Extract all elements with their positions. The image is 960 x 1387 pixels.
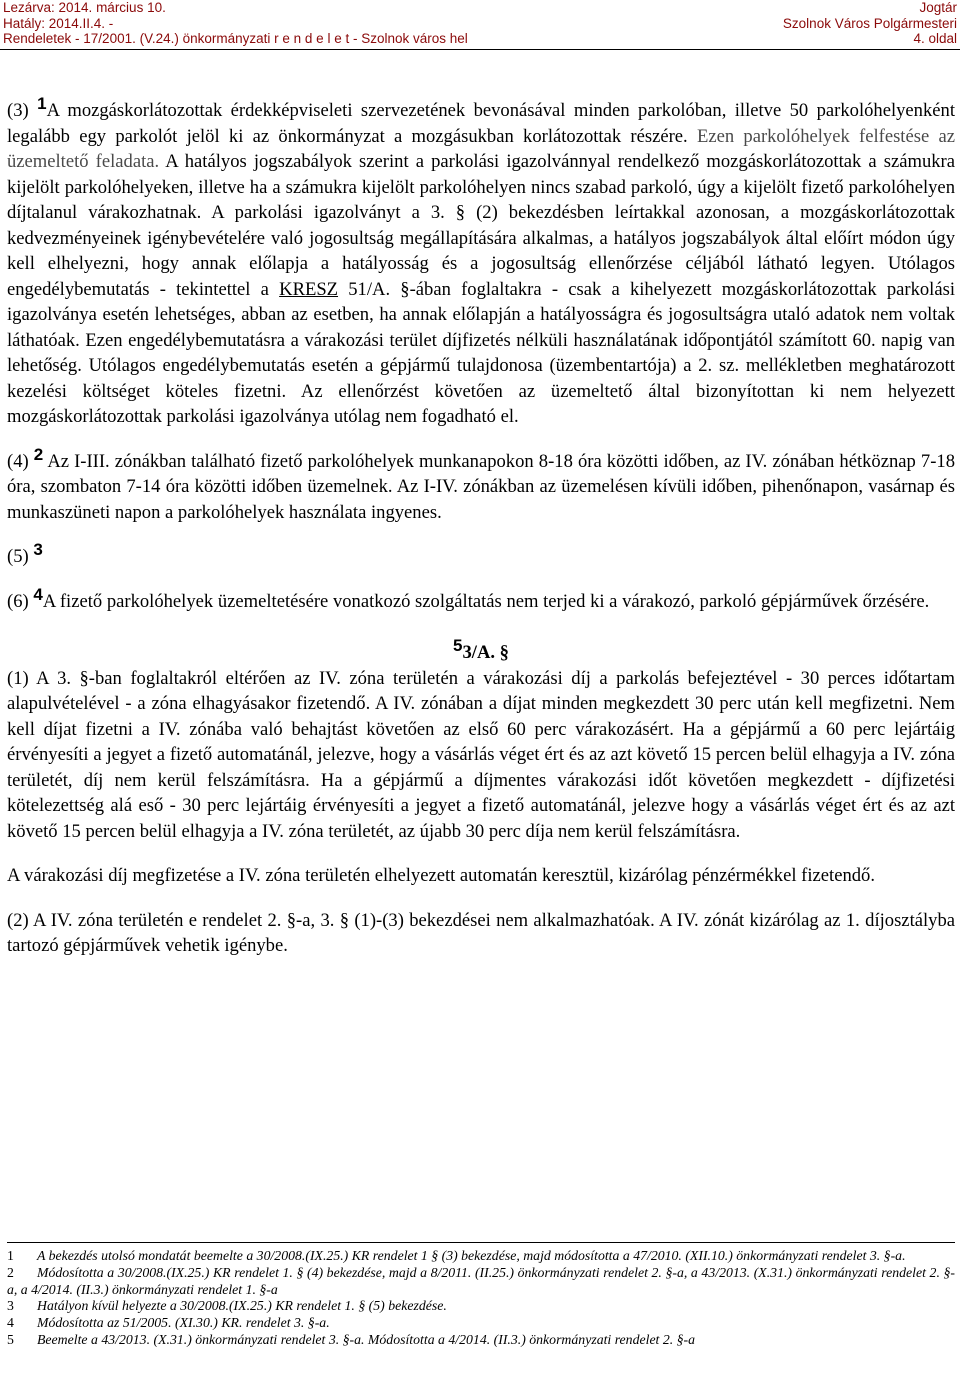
footnote-text: Beemelte a 43/2013. (X.31.) önkormányzati rendelet 3. §-a. Módosította a 4/2014. (II.3.) önkormányzati rendelet 2. §-a: [37, 1331, 696, 1347]
footnote-2: [7, 1265, 955, 1299]
footnote-text: Hatályon kívül helyezte a 30/2008.(IX.25.) KR rendelet 1. § (5) bekezdése.: [37, 1298, 447, 1314]
header-left: [3, 0, 468, 47]
section-paragraph-2: (2) A IV. zóna területén e rendelet 2. §-a, 3. § (1)-(3) bekezdései nem alkalmazhatóak. A IV. zónát kizárólag az 1. díjosztályba tartozó gépjárművek vehetik igénybe.: [7, 909, 955, 956]
paragraph-5: [7, 540, 955, 570]
header-closed-date: Lezárva: 2014. március 10.: [3, 0, 166, 15]
header-source: Jogtár: [919, 0, 957, 15]
section-paragraph-1: (1) A 3. §-ban foglaltakról eltérően az IV. zóna területén a várakozási díj a parkolás befejeztével - 30 perces időtartam alapulvételével - a zóna elhagyásakor fizetendő. A IV. zónában a díjat minden megkezdett 30 perc után kell megfizetni. Nem kell díjat fizetni a IV. zónába való behajtást követően az első 60 perc várakozásért. Ha a gépjármű a 60 perc lejártáig érvényesíti a jegyet a fizető automatánál, jelezve, hogy a vásárlás véget ért és az azt követő 15 percen belül elhagyja a IV. zóna területét, díj nem kerül felszámításra. Ha a gépjármű a díjmentes várakozási időt követően megkezdett - díjfizetési kötelezettség alá eső - 30 perc lejártáig érvényesíti a jegyet a fizető automatánál, jelezve hogy a vásárlás véget ért és az azt követő 15 percen belül elhagyja a IV. zóna területét, az újabb 30 perc díja nem kerül felszámításra.: [7, 667, 955, 842]
footnote-number: 2: [7, 1264, 14, 1280]
paragraph-4: [7, 444, 955, 526]
footnote-ref-5[interactable]: 5: [453, 636, 463, 655]
header-effective-date: Hatály: 2014.II.4. -: [3, 15, 114, 31]
footnote-divider: [7, 1242, 955, 1243]
footnote-1: [7, 1248, 955, 1265]
paragraph-text: A mozgáskorlátozottak érdekképviseleti szervezetének bevonásával minden parkolóban, illetve 50 parkolóhelyenként legalább egy parkolót jelöl ki az önkormányzat a mozgásukban korlátozottak részére.: [7, 100, 955, 147]
footnote-number: 5: [7, 1331, 14, 1347]
section-heading: [7, 636, 955, 666]
footnote-text: Módosította a 30/2008.(IX.25.) KR rendelet 1. § (4) bekezdése, majd a 8/2011. (II.25.) önkormányzati rendelet 2. §-a, a 43/2013. (X.31.) önkormányzati rendelet 2. §-a, a 4/2014. (II.3.) önkormányzati rendelet 1. §-a: [7, 1264, 955, 1297]
paragraph-number: (4): [7, 450, 29, 472]
section-title: 3/A. §: [462, 642, 509, 663]
header-issuer: Szolnok Város Polgármesteri: [782, 15, 957, 31]
footnote-ref-1[interactable]: 1: [37, 94, 47, 113]
footnote-number: 1: [7, 1248, 14, 1263]
paragraph-3: [7, 94, 956, 430]
paragraph-text: 51/A. §-ában foglaltakra - csak a kihelyezett mozgáskorlátozottak parkolási igazolványa esetén lehetséges, abban az esetben, ha annak előlapján a hatályosságra és jogosultságra utaló adatok nem voltak láthatóak. Ezen engedélybemutatásra a várakozási terület díjfizetés nélküli használatának időpontjától számított 60. napig van lehetőség. Utólagos engedélybemutatás esetén a gépjármű tulajdonosa (üzembentartója) a 2. sz. mellékletben meghatározott kezelési költséget köteles fizetni. Az ellenőrzést követően az üzemeltető által bizonyítottan ki nem helyezett mozgáskorlátozottak parkolási igazolványa utólag nem fogadható el.: [7, 278, 955, 427]
paragraph-text: Az I-III. zónákban található fizető parkolóhelyek munkanapokon 8-18 óra közötti időben, az IV. zónában hétköznap 7-18 óra, szombaton 7-14 óra közötti időben üzemelnek. Az I-IV. zónákban az üzemelésen kívüli időben, pihenőnapon, vasárnap és munkaszüneti napon a parkolóhelyek használata ingyenes.: [7, 450, 955, 523]
footnote-text: A bekezdés utolsó mondatát beemelte a 30/2008.(IX.25.) KR rendelet 1 § (3) bekezdése, majd módosította a 47/2010. (XII.10.) önkormányzati rendelet 3. §-a.: [37, 1248, 906, 1263]
header-document-title: Rendeletek - 17/2001. (V.24.) önkormányzati r e n d e l e t - Szolnok város hel: [3, 31, 468, 46]
paragraph-number: (3): [7, 100, 29, 121]
header-right: [783, 0, 957, 47]
header-page-number: 4. oldal: [913, 31, 957, 46]
footnote-ref-2[interactable]: 2: [33, 444, 44, 464]
document-body: [7, 94, 956, 959]
paragraph-number: (5): [7, 546, 29, 567]
footnote-ref-4[interactable]: 4: [33, 584, 43, 604]
paragraph-number: (6): [7, 590, 29, 612]
section-paragraph-1b: A várakozási díj megfizetése a IV. zóna területén elhelyezett automatán keresztül, kizárólag pénzérmékkel fizetendő.: [7, 865, 875, 886]
footnote-number: 4: [7, 1315, 14, 1331]
footnote-text: Módosította az 51/2005. (XI.30.) KR. rendelet 3. §-a.: [37, 1315, 330, 1331]
paragraph-text: A hatályos jogszabályok szerint a parkolási igazolvánnyal rendelkező mozgáskorlátozottak a számukra kijelölt parkolóhelyeken, illetve ha a számukra kijelölt parkolóhelyen nincs szabad parkoló, úgy a kijelölt fizető parkolóhelyen díjtalanul várakozhatnak. A parkolási igazolványt a 3. § (2) bekezdésben leírtakkal azonosan, a mozgáskorlátozottak kedvezményeinek igénybevételére való jogosultság megállapítására alkalmas, a hatályos jogszabályok által előírt módon úgy kell elhelyezni, hogy annak előlapja a hatályosság és a jogosultság ellenőrzése céljából látható legyen. Utólagos engedélybemutatás - tekintettel a: [7, 151, 956, 300]
footnote-5: [7, 1332, 955, 1349]
footnote-3: [7, 1298, 955, 1315]
footnote-number: 3: [7, 1298, 14, 1314]
footnote-4: [7, 1315, 955, 1332]
paragraph-text-faded: Ezen parkolóhelyek felfestése az üzemeltető feladata.: [7, 125, 955, 172]
paragraph-text: A fizető parkolóhelyek üzemeltetésére vonatkozó szolgáltatás nem terjed ki a várakozó, parkoló gépjárművek őrzésére.: [42, 590, 930, 612]
kresz-link[interactable]: KRESZ: [279, 278, 339, 300]
paragraph-6: [7, 584, 955, 615]
footnote-ref-3[interactable]: 3: [33, 540, 43, 559]
page-header: [0, 0, 960, 50]
header-divider: [0, 49, 960, 50]
footnotes: [7, 1248, 955, 1349]
